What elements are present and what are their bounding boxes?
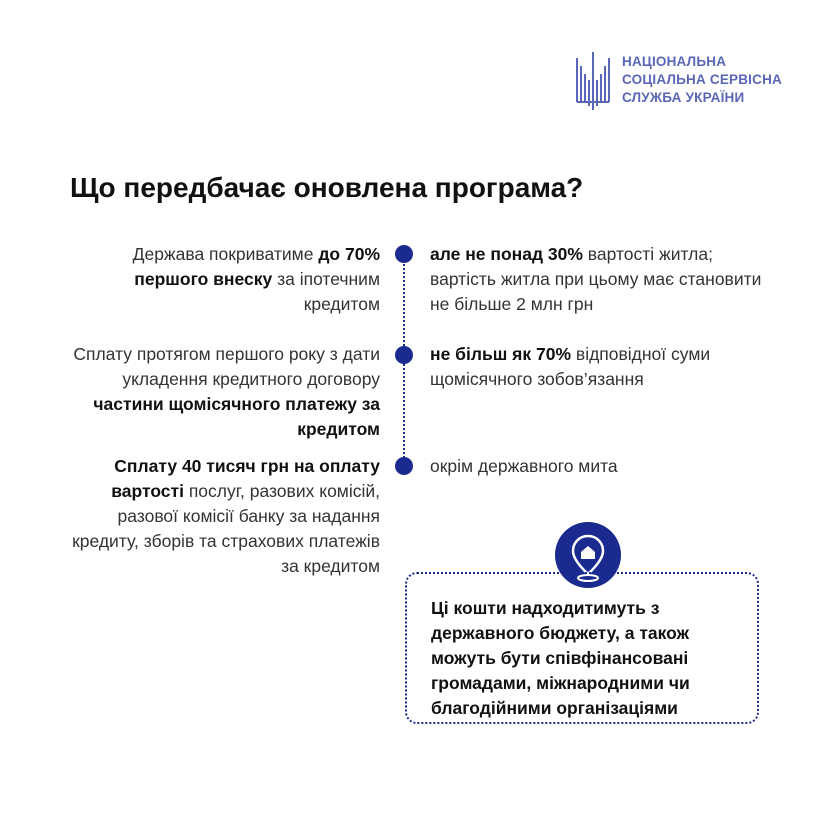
- timeline-dot-2: [395, 346, 413, 364]
- row-2-right-part: відповідної суми щомісячного зобов’язання: [430, 344, 711, 389]
- row-1-left-text: [125, 242, 380, 317]
- funding-note-text: Ці кошти надходитимуть з державного бюджету, а також можуть бути співфінансовані громадами, міжнародними чи благодійними організаціями: [431, 598, 690, 718]
- org-logo: [574, 50, 782, 110]
- row-1-left-part-2: за іпотечним кредитом: [272, 269, 380, 314]
- org-name: [622, 53, 782, 107]
- row-3-right-part: окрім державного мита: [430, 456, 618, 476]
- row-1-right-bold: але не понад 30%: [430, 244, 583, 264]
- row-3-left-text: [60, 454, 380, 579]
- row-1-right-text: [430, 242, 775, 317]
- row-1-right-part: вартості житла; вартість житла при цьому має становити не більше 2 млн грн: [430, 244, 762, 314]
- org-name-line3: СЛУЖБА УКРАЇНИ: [622, 90, 745, 105]
- funding-note-box: [405, 572, 759, 724]
- timeline-dot-1: [395, 245, 413, 263]
- page-title: Що передбачає оновлена програма?: [70, 172, 584, 203]
- row-2-right-bold: не більш як 70%: [430, 344, 572, 364]
- row-1-left-bold: до 70% першого внеску: [134, 244, 380, 289]
- row-2-left-text: [55, 342, 380, 442]
- row-3-right-text: [430, 454, 780, 479]
- row-2-right-text: [430, 342, 775, 392]
- timeline-dot-3: [395, 457, 413, 475]
- row-3-left-part: послуг, разових комісій, разової комісії банку за надання кредиту, зборів та страхових платежів за кредитом: [72, 481, 380, 576]
- trident-logo-icon: [574, 50, 612, 110]
- row-1-left-part-1: Держава покриватиме: [132, 244, 319, 264]
- org-name-line1: НАЦІОНАЛЬНА: [622, 54, 727, 69]
- org-name-line2: СОЦІАЛЬНА СЕРВІСНА: [622, 72, 782, 87]
- row-2-left-bold: частини щомісячного платежу за кредитом: [93, 394, 380, 439]
- row-2-left-part: Сплату протягом першого року з дати укладення кредитного договору: [73, 344, 380, 389]
- row-3-left-bold: Сплату 40 тисяч грн на оплату вартості: [111, 456, 380, 501]
